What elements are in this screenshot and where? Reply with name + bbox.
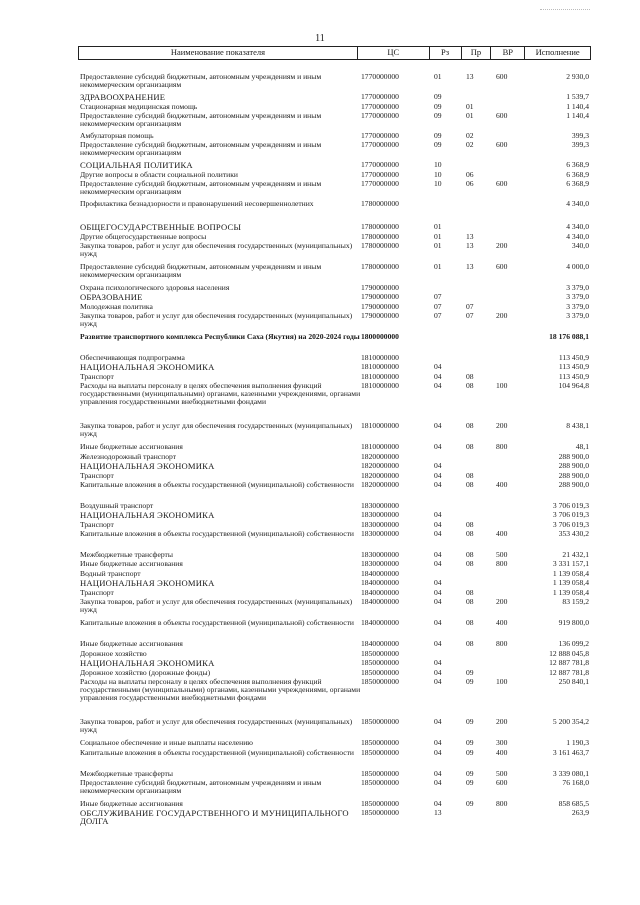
row-rz: 10 xyxy=(434,170,442,179)
row-pr: 09 xyxy=(466,738,474,747)
row-value: 1 139 058,4 xyxy=(552,578,589,587)
row-rz: 04 xyxy=(434,461,442,470)
row-pr: 08 xyxy=(466,559,474,568)
row-cs: 1770000000 xyxy=(361,140,399,149)
row-vr: 200 xyxy=(496,717,508,726)
row-cs: 1840000000 xyxy=(361,569,399,578)
row-pr: 08 xyxy=(466,442,474,451)
row-name: Профилактика безнадзорности и правонарушений несовершеннолетних xyxy=(80,199,314,208)
row-vr: 500 xyxy=(496,769,508,778)
row-name: Иные бюджетные ассигнования xyxy=(80,799,183,808)
row-rz: 04 xyxy=(434,778,442,787)
row-name: Предоставление субсидий бюджетным, автономным учреждениям и иным некоммерческим организациям xyxy=(80,778,322,796)
row-pr: 08 xyxy=(466,372,474,381)
row-cs: 1830000000 xyxy=(361,550,399,559)
row-vr: 600 xyxy=(496,179,508,188)
row-pr: 09 xyxy=(466,799,474,808)
row-name: Предоставление субсидий бюджетным, автономным учреждениям и иным некоммерческим организациям xyxy=(80,111,322,129)
row-cs: 1830000000 xyxy=(361,510,399,519)
row-name: Транспорт xyxy=(80,471,114,480)
row-name: ОБЩЕГОСУДАРСТВЕННЫЕ ВОПРОСЫ xyxy=(80,222,242,232)
row-name: Другие общегосударственные вопросы xyxy=(80,232,207,241)
row-pr: 09 xyxy=(466,748,474,757)
row-name: Закупка товаров, работ и услуг для обеспечения государственных (муниципальных) нужд xyxy=(80,311,353,329)
row-name: НАЦИОНАЛЬНАЯ ЭКОНОМИКА xyxy=(80,461,215,471)
row-value: 3 706 019,3 xyxy=(552,510,589,519)
row-name: Межбюджетные трансферты xyxy=(80,550,173,559)
row-cs: 1830000000 xyxy=(361,559,399,568)
row-value: 3 331 157,1 xyxy=(552,559,589,568)
row-vr: 800 xyxy=(496,799,508,808)
table-header xyxy=(78,46,591,60)
row-name: Воздушный транспорт xyxy=(80,501,154,510)
row-cs: 1790000000 xyxy=(361,283,399,292)
row-value: 1 140,4 xyxy=(566,102,589,111)
row-vr: 400 xyxy=(496,480,508,489)
row-name: Охрана психологического здоровья населения xyxy=(80,283,230,292)
row-rz: 07 xyxy=(434,302,442,311)
row-rz: 09 xyxy=(434,111,442,120)
row-pr: 08 xyxy=(466,471,474,480)
row-value: 4 340,0 xyxy=(566,222,589,231)
row-rz: 01 xyxy=(434,241,442,250)
row-cs: 1830000000 xyxy=(361,501,399,510)
row-cs: 1850000000 xyxy=(361,677,399,686)
row-rz: 04 xyxy=(434,372,442,381)
row-value: 4 340,0 xyxy=(566,232,589,241)
row-vr: 800 xyxy=(496,559,508,568)
row-pr: 08 xyxy=(466,597,474,606)
row-rz: 04 xyxy=(434,471,442,480)
row-value: 4 000,0 xyxy=(566,262,589,271)
row-value: 3 706 019,3 xyxy=(552,501,589,510)
header-name: Наименование показателя xyxy=(79,47,358,59)
row-cs: 1810000000 xyxy=(361,442,399,451)
row-value: 113 450,9 xyxy=(558,372,589,381)
row-cs: 1850000000 xyxy=(361,668,399,677)
row-pr: 09 xyxy=(466,769,474,778)
row-name: Другие вопросы в области социальной политики xyxy=(80,170,238,179)
row-name: Молодежная политика xyxy=(80,302,153,311)
row-name: СОЦИАЛЬНАЯ ПОЛИТИКА xyxy=(80,160,193,170)
row-pr: 02 xyxy=(466,140,474,149)
row-pr: 09 xyxy=(466,668,474,677)
row-pr: 08 xyxy=(466,550,474,559)
row-vr: 100 xyxy=(496,381,508,390)
row-cs: 1800000000 xyxy=(361,332,399,341)
row-name: ОБСЛУЖИВАНИЕ ГОСУДАРСТВЕННОГО И МУНИЦИПАЛЬНОГО ДОЛГА xyxy=(80,808,349,827)
row-value: 3 339 080,1 xyxy=(552,769,589,778)
row-name: Капитальные вложения в объекты государственной (муниципальной) собственности xyxy=(80,748,354,757)
row-value: 399,3 xyxy=(571,131,589,140)
row-rz: 04 xyxy=(434,658,442,667)
row-cs: 1820000000 xyxy=(361,461,399,470)
row-value: 21 432,1 xyxy=(562,550,589,559)
row-name: Обеспечивающая подпрограмма xyxy=(80,353,185,362)
row-pr: 07 xyxy=(466,302,474,311)
row-cs: 1840000000 xyxy=(361,639,399,648)
row-name: Дорожное хозяйство xyxy=(80,649,147,658)
row-cs: 1770000000 xyxy=(361,111,399,120)
row-vr: 200 xyxy=(496,241,508,250)
row-name: Расходы на выплаты персоналу в целях обеспечения выполнения функций государственными (муниципальными) органами, казенными учреждениями, органами управления государственными внебюджетными фондами xyxy=(80,381,361,407)
row-cs: 1840000000 xyxy=(361,618,399,627)
row-rz: 09 xyxy=(434,92,442,101)
row-rz: 04 xyxy=(434,799,442,808)
row-cs: 1850000000 xyxy=(361,769,399,778)
row-rz: 04 xyxy=(434,668,442,677)
row-rz: 04 xyxy=(434,639,442,648)
row-pr: 02 xyxy=(466,131,474,140)
row-vr: 400 xyxy=(496,748,508,757)
row-cs: 1820000000 xyxy=(361,452,399,461)
row-rz: 04 xyxy=(434,480,442,489)
row-pr: 08 xyxy=(466,381,474,390)
row-cs: 1790000000 xyxy=(361,292,399,301)
row-value: 3 379,0 xyxy=(566,292,589,301)
row-cs: 1850000000 xyxy=(361,808,399,817)
row-value: 1 190,3 xyxy=(566,738,589,747)
row-rz: 04 xyxy=(434,738,442,747)
scan-artifact xyxy=(540,9,590,12)
row-name: Социальное обеспечение и иные выплаты населению xyxy=(80,738,253,747)
row-value: 288 900,0 xyxy=(558,452,589,461)
row-rz: 01 xyxy=(434,232,442,241)
row-value: 3 379,0 xyxy=(566,311,589,320)
row-rz: 01 xyxy=(434,72,442,81)
row-name: Капитальные вложения в объекты государственной (муниципальной) собственности xyxy=(80,480,354,489)
row-pr: 08 xyxy=(466,421,474,430)
row-rz: 04 xyxy=(434,717,442,726)
row-pr: 13 xyxy=(466,262,474,271)
row-value: 83 159,2 xyxy=(562,597,589,606)
row-cs: 1850000000 xyxy=(361,799,399,808)
row-value: 113 450,9 xyxy=(558,362,589,371)
row-value: 113 450,9 xyxy=(558,353,589,362)
row-value: 919 800,0 xyxy=(558,618,589,627)
row-rz: 04 xyxy=(434,362,442,371)
row-cs: 1840000000 xyxy=(361,578,399,587)
row-rz: 07 xyxy=(434,292,442,301)
row-cs: 1830000000 xyxy=(361,529,399,538)
row-name: НАЦИОНАЛЬНАЯ ЭКОНОМИКА xyxy=(80,510,215,520)
row-cs: 1850000000 xyxy=(361,658,399,667)
row-name: Закупка товаров, работ и услуг для обеспечения государственных (муниципальных) нужд xyxy=(80,421,353,439)
row-value: 3 161 463,7 xyxy=(552,748,589,757)
row-pr: 07 xyxy=(466,311,474,320)
row-value: 6 368,9 xyxy=(566,160,589,169)
row-value: 340,0 xyxy=(571,241,589,250)
row-cs: 1780000000 xyxy=(361,222,399,231)
row-pr: 13 xyxy=(466,241,474,250)
row-name: Предоставление субсидий бюджетным, автономным учреждениям и иным некоммерческим организациям xyxy=(80,140,322,158)
row-value: 12 887 781,8 xyxy=(549,668,589,677)
row-name: Предоставление субсидий бюджетным, автономным учреждениям и иным некоммерческим организациям xyxy=(80,72,322,90)
row-pr: 06 xyxy=(466,179,474,188)
header-rz: Рз xyxy=(430,47,462,59)
row-value: 1 139 058,4 xyxy=(552,588,589,597)
row-pr: 13 xyxy=(466,72,474,81)
row-rz: 04 xyxy=(434,442,442,451)
row-rz: 04 xyxy=(434,529,442,538)
row-pr: 09 xyxy=(466,717,474,726)
row-cs: 1780000000 xyxy=(361,232,399,241)
header-cs: ЦС xyxy=(358,47,430,59)
row-pr: 01 xyxy=(466,111,474,120)
row-name: Транспорт xyxy=(80,588,114,597)
row-value: 399,3 xyxy=(571,140,589,149)
page-number: 11 xyxy=(315,33,325,44)
row-value: 1 139 058,4 xyxy=(552,569,589,578)
row-name: НАЦИОНАЛЬНАЯ ЭКОНОМИКА xyxy=(80,578,215,588)
row-name: Закупка товаров, работ и услуг для обеспечения государственных (муниципальных) нужд xyxy=(80,597,353,615)
row-cs: 1830000000 xyxy=(361,520,399,529)
row-name: Закупка товаров, работ и услуг для обеспечения государственных (муниципальных) нужд xyxy=(80,241,353,259)
row-rz: 07 xyxy=(434,311,442,320)
row-pr: 08 xyxy=(466,618,474,627)
row-rz: 09 xyxy=(434,131,442,140)
row-name: Развитие транспортного комплекса Республики Саха (Якутия) на 2020-2024 годы xyxy=(80,332,360,341)
row-value: 263,9 xyxy=(571,808,589,817)
row-cs: 1810000000 xyxy=(361,372,399,381)
row-rz: 04 xyxy=(434,578,442,587)
row-value: 8 438,1 xyxy=(566,421,589,430)
budget-table xyxy=(78,46,591,827)
row-rz: 09 xyxy=(434,102,442,111)
row-cs: 1840000000 xyxy=(361,597,399,606)
row-value: 858 685,5 xyxy=(558,799,589,808)
row-pr: 06 xyxy=(466,170,474,179)
row-cs: 1820000000 xyxy=(361,471,399,480)
row-rz: 04 xyxy=(434,588,442,597)
row-cs: 1770000000 xyxy=(361,179,399,188)
row-pr: 09 xyxy=(466,778,474,787)
row-cs: 1840000000 xyxy=(361,588,399,597)
row-cs: 1810000000 xyxy=(361,362,399,371)
row-pr: 13 xyxy=(466,232,474,241)
row-vr: 600 xyxy=(496,140,508,149)
row-pr: 08 xyxy=(466,529,474,538)
row-name: Транспорт xyxy=(80,520,114,529)
row-rz: 01 xyxy=(434,262,442,271)
row-value: 2 930,0 xyxy=(566,72,589,81)
row-rz: 09 xyxy=(434,140,442,149)
row-pr: 01 xyxy=(466,102,474,111)
row-value: 6 368,9 xyxy=(566,170,589,179)
row-rz: 04 xyxy=(434,550,442,559)
row-name: Межбюджетные трансферты xyxy=(80,769,173,778)
row-cs: 1850000000 xyxy=(361,649,399,658)
row-value: 1 539,7 xyxy=(566,92,589,101)
row-cs: 1770000000 xyxy=(361,72,399,81)
header-value: Исполнение xyxy=(535,47,580,57)
row-value: 48,1 xyxy=(575,442,589,451)
row-rz: 04 xyxy=(434,559,442,568)
row-vr: 200 xyxy=(496,421,508,430)
row-cs: 1810000000 xyxy=(361,381,399,390)
row-cs: 1770000000 xyxy=(361,102,399,111)
row-value: 12 888 045,8 xyxy=(549,649,589,658)
row-name: Железнодорожный транспорт xyxy=(80,452,177,461)
row-name: НАЦИОНАЛЬНАЯ ЭКОНОМИКА xyxy=(80,362,215,372)
row-cs: 1820000000 xyxy=(361,480,399,489)
row-vr: 100 xyxy=(496,677,508,686)
row-vr: 600 xyxy=(496,111,508,120)
row-cs: 1780000000 xyxy=(361,262,399,271)
row-name: Иные бюджетные ассигнования xyxy=(80,442,183,451)
row-rz: 04 xyxy=(434,510,442,519)
row-vr: 400 xyxy=(496,529,508,538)
row-name: Транспорт xyxy=(80,372,114,381)
row-rz: 04 xyxy=(434,769,442,778)
row-rz: 10 xyxy=(434,179,442,188)
row-name: НАЦИОНАЛЬНАЯ ЭКОНОМИКА xyxy=(80,658,215,668)
row-name: Стационарная медицинская помощь xyxy=(80,102,198,111)
row-vr: 300 xyxy=(496,738,508,747)
row-cs: 1850000000 xyxy=(361,778,399,787)
row-cs: 1770000000 xyxy=(361,131,399,140)
row-name: Расходы на выплаты персоналу в целях обеспечения выполнения функций государственными (муниципальными) органами, казенными учреждениями, органами управления государственными внебюджетными фондами xyxy=(80,677,361,703)
row-cs: 1790000000 xyxy=(361,311,399,320)
row-vr: 600 xyxy=(496,72,508,81)
row-vr: 800 xyxy=(496,442,508,451)
row-name: Предоставление субсидий бюджетным, автономным учреждениям и иным некоммерческим организациям xyxy=(80,179,322,197)
row-cs: 1780000000 xyxy=(361,199,399,208)
row-rz: 10 xyxy=(434,160,442,169)
row-vr: 200 xyxy=(496,597,508,606)
row-cs: 1790000000 xyxy=(361,302,399,311)
row-name: Предоставление субсидий бюджетным, автономным учреждениям и иным некоммерческим организациям xyxy=(80,262,322,280)
row-cs: 1770000000 xyxy=(361,92,399,101)
row-cs: 1850000000 xyxy=(361,717,399,726)
row-rz: 13 xyxy=(434,808,442,817)
row-value: 6 368,9 xyxy=(566,179,589,188)
row-vr: 600 xyxy=(496,778,508,787)
header-vr: ВР xyxy=(491,47,525,59)
row-value: 288 900,0 xyxy=(558,461,589,470)
row-name: Дорожное хозяйство (дорожные фонды) xyxy=(80,668,211,677)
row-vr: 200 xyxy=(496,311,508,320)
row-vr: 600 xyxy=(496,262,508,271)
row-name: Капитальные вложения в объекты государственной (муниципальной) собственности xyxy=(80,529,354,538)
row-rz: 04 xyxy=(434,520,442,529)
row-value: 250 840,1 xyxy=(558,677,589,686)
row-value: 1 140,4 xyxy=(566,111,589,120)
row-pr: 08 xyxy=(466,639,474,648)
row-cs: 1770000000 xyxy=(361,160,399,169)
row-cs: 1770000000 xyxy=(361,170,399,179)
row-vr: 400 xyxy=(496,618,508,627)
row-vr: 800 xyxy=(496,639,508,648)
row-pr: 08 xyxy=(466,588,474,597)
row-name: Амбулаторная помощь xyxy=(80,131,154,140)
row-value: 12 887 781,8 xyxy=(549,658,589,667)
row-name: Капитальные вложения в объекты государственной (муниципальной) собственности xyxy=(80,618,354,627)
row-value: 104 964,8 xyxy=(558,381,589,390)
row-value: 288 900,0 xyxy=(558,480,589,489)
row-pr: 09 xyxy=(466,677,474,686)
row-cs: 1810000000 xyxy=(361,421,399,430)
row-pr: 08 xyxy=(466,520,474,529)
row-value: 288 900,0 xyxy=(558,471,589,480)
row-value: 76 168,0 xyxy=(562,778,589,787)
row-value: 136 099,2 xyxy=(558,639,589,648)
row-value: 3 706 019,3 xyxy=(552,520,589,529)
row-name: ОБРАЗОВАНИЕ xyxy=(80,292,143,302)
row-pr: 08 xyxy=(466,480,474,489)
row-rz: 04 xyxy=(434,381,442,390)
row-value: 353 430,2 xyxy=(558,529,589,538)
row-value: 3 379,0 xyxy=(566,283,589,292)
row-name: ЗДРАВООХРАНЕНИЕ xyxy=(80,92,166,102)
row-vr: 500 xyxy=(496,550,508,559)
row-rz: 04 xyxy=(434,618,442,627)
row-rz: 04 xyxy=(434,421,442,430)
row-value: 5 200 354,2 xyxy=(552,717,589,726)
row-value: 4 340,0 xyxy=(566,199,589,208)
row-name: Закупка товаров, работ и услуг для обеспечения государственных (муниципальных) нужд xyxy=(80,717,353,735)
row-rz: 04 xyxy=(434,748,442,757)
row-name: Иные бюджетные ассигнования xyxy=(80,639,183,648)
row-value: 3 379,0 xyxy=(566,302,589,311)
row-rz: 04 xyxy=(434,677,442,686)
row-cs: 1850000000 xyxy=(361,748,399,757)
row-value: 18 176 088,1 xyxy=(549,332,589,341)
header-pr: Пр xyxy=(462,47,492,59)
row-name: Водный транспорт xyxy=(80,569,141,578)
row-cs: 1810000000 xyxy=(361,353,399,362)
row-cs: 1780000000 xyxy=(361,241,399,250)
row-cs: 1850000000 xyxy=(361,738,399,747)
row-rz: 01 xyxy=(434,222,442,231)
row-name: Иные бюджетные ассигнования xyxy=(80,559,183,568)
row-rz: 04 xyxy=(434,597,442,606)
